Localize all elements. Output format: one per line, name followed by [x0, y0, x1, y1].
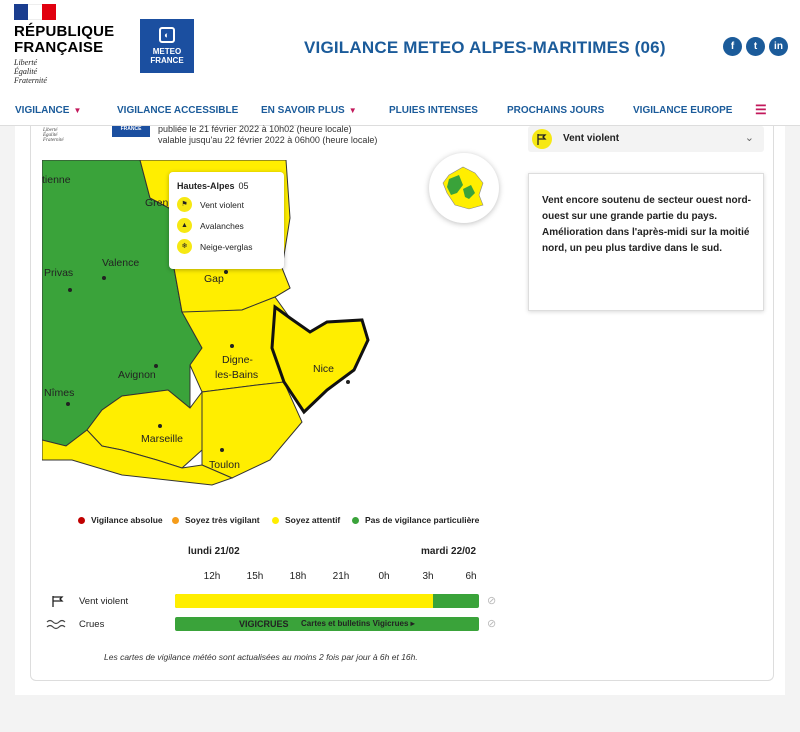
- facebook-icon[interactable]: f: [723, 37, 742, 56]
- city-label: Gap: [204, 273, 224, 285]
- france-overview-map[interactable]: [429, 153, 499, 223]
- tooltip-row: [177, 218, 284, 233]
- crues-timeline-bar[interactable]: [175, 617, 479, 631]
- timeline-hour: 15h: [246, 571, 264, 582]
- legend-item: [78, 515, 163, 525]
- chevron-down-icon: ▼: [73, 106, 82, 115]
- wind-icon: [532, 129, 552, 149]
- city-label: Nice: [313, 363, 335, 375]
- nav-item-label: EN SAVOIR PLUS: [261, 105, 345, 116]
- timeline-hour: 3h: [422, 571, 434, 582]
- mini-motto-line: Liberté: [43, 128, 58, 133]
- linkedin-icon[interactable]: in: [769, 37, 788, 56]
- legend-dot: [352, 517, 359, 524]
- main-nav: [0, 94, 800, 126]
- city-label: Marseille: [141, 433, 184, 445]
- legend-item: [272, 515, 340, 525]
- meteo-france-logo[interactable]: [140, 19, 194, 73]
- mini-motto-line: Fraternité: [43, 138, 64, 143]
- timeline-row-label-crues: Crues: [79, 619, 105, 630]
- wind-timeline-bar: [175, 594, 479, 608]
- nav-item-label: VIGILANCE ACCESSIBLE: [117, 105, 239, 116]
- nav-item-vigilance[interactable]: [15, 105, 81, 116]
- bulletin-dates: [158, 124, 377, 146]
- eye-slash-icon[interactable]: ⊘: [487, 595, 497, 607]
- snow-ice-icon: ❄: [177, 239, 192, 254]
- wind-icon: ⚑: [177, 197, 192, 212]
- nav-item-label: VIGILANCE: [15, 105, 70, 116]
- nav-item-vigilance-accessible[interactable]: [117, 105, 238, 116]
- city-label: tienne: [42, 174, 71, 186]
- meteo-france-emblem-icon: ◐: [159, 27, 175, 43]
- nav-item-label: PROCHAINS JOURS: [507, 105, 605, 116]
- legend-item: [172, 515, 260, 525]
- nav-item-vigilance-europe[interactable]: [633, 105, 732, 116]
- phenomenon-select[interactable]: [528, 126, 764, 152]
- nav-item-label: PLUIES INTENSES: [389, 105, 478, 116]
- forecast-comment: Vent encore soutenu de secteur ouest nord-ouest sur une grande partie du pays. Amélioration dans l'après-midi sur la moitié nord, un peu plus tardive dans le sud.: [528, 173, 764, 311]
- legend-dot: [272, 517, 279, 524]
- legend-label: Soyez attentif: [285, 515, 341, 525]
- timeline-hour: 12h: [203, 571, 221, 582]
- phenomenon-select-label: Vent violent: [563, 133, 620, 144]
- wind-icon: [50, 594, 68, 611]
- city-label: Valence: [102, 257, 140, 269]
- city-label: les-Bains: [215, 369, 259, 381]
- page-title: VIGILANCE METEO ALPES-MARITIMES (06): [304, 38, 666, 57]
- motto-liberte: Liberté: [14, 58, 38, 67]
- eye-slash-icon[interactable]: ⊘: [487, 618, 497, 630]
- tooltip-row: [177, 197, 284, 212]
- timeline-hour: 6h: [465, 571, 477, 582]
- tooltip-row-label: Avalanches: [200, 220, 244, 231]
- department-tooltip: [169, 172, 284, 269]
- nav-item-en-savoir-plus[interactable]: [261, 105, 357, 116]
- twitter-icon[interactable]: t: [746, 37, 765, 56]
- waves-icon: [46, 618, 68, 633]
- chevron-down-icon: ▼: [348, 106, 357, 115]
- page-gutter-left: [0, 126, 15, 732]
- french-flag-icon: [14, 4, 56, 20]
- tooltip-title: [177, 181, 284, 191]
- rf-name-line2: FRANÇAISE: [14, 39, 104, 56]
- mini-motto-line: Égalité: [43, 133, 58, 138]
- nav-item-label: VIGILANCE EUROPE: [633, 105, 733, 116]
- published-date: publiée le 21 février 2022 à 10h02 (heure locale): [158, 124, 352, 134]
- rf-motto: [14, 58, 114, 85]
- page-bottom-band: [15, 695, 785, 732]
- legend-item: [352, 515, 479, 525]
- rf-name-line1: RÉPUBLIQUE: [14, 23, 115, 40]
- legend-dot: [78, 517, 85, 524]
- legend-dot: [172, 517, 179, 524]
- menu-icon[interactable]: ☰: [755, 102, 767, 117]
- mini-meteo-france-logo: FRANCE: [112, 126, 150, 137]
- tooltip-row-label: Vent violent: [200, 199, 244, 210]
- wind-timeline-yellow-segment: [175, 594, 433, 608]
- city-label: Privas: [44, 267, 74, 279]
- mf-logo-line1: METEO: [152, 47, 182, 56]
- timeline-day2: mardi 22/02: [421, 546, 477, 557]
- timeline-day1: lundi 21/02: [188, 546, 240, 557]
- timeline-hour: 18h: [289, 571, 307, 582]
- city-label: Toulon: [209, 459, 240, 471]
- page-gutter-right: [785, 126, 800, 732]
- chevron-down-icon: ⌄: [744, 132, 754, 144]
- legend-label: Pas de vigilance particulière: [365, 515, 480, 525]
- legend-label: Vigilance absolue: [91, 515, 163, 525]
- timeline-hour: 0h: [378, 571, 390, 582]
- valid-until-date: valable jusqu'au 22 février 2022 à 06h00 (heure locale): [158, 135, 378, 145]
- nav-item-pluies-intenses[interactable]: [389, 105, 478, 116]
- city-label: Gren: [145, 197, 169, 209]
- update-footnote: Les cartes de vigilance météo sont actualisées au moins 2 fois par jour à 6h et 16h.: [104, 652, 418, 662]
- republique-francaise-logo[interactable]: [14, 4, 114, 85]
- city-label: Digne-: [222, 354, 253, 366]
- mf-logo-line2: FRANCE: [150, 56, 184, 65]
- city-label: Avignon: [118, 369, 156, 381]
- tooltip-dept-number: 05: [238, 181, 249, 191]
- mini-rf-motto: [43, 128, 64, 143]
- france-mini-map-icon: [429, 153, 499, 223]
- motto-egalite: Égalité: [14, 67, 38, 76]
- motto-fraternite: Fraternité: [14, 76, 47, 85]
- vigicrues-logo: VIGICRUES: [239, 619, 289, 629]
- tooltip-row: [177, 239, 284, 254]
- nav-item-prochains-jours[interactable]: [507, 105, 604, 116]
- city-label: Nîmes: [44, 387, 75, 399]
- legend-label: Soyez très vigilant: [185, 515, 260, 525]
- vigicrues-link[interactable]: [175, 617, 479, 631]
- vigicrues-link-label: Cartes et bulletins Vigicrues ▸: [301, 619, 415, 628]
- tooltip-row-label: Neige-verglas: [200, 241, 253, 252]
- site-header: [0, 0, 800, 94]
- timeline-hour: 21h: [332, 571, 350, 582]
- avalanche-icon: ▲: [177, 218, 192, 233]
- timeline-row-label-wind: Vent violent: [79, 596, 129, 607]
- tooltip-dept: Hautes-Alpes: [177, 181, 235, 191]
